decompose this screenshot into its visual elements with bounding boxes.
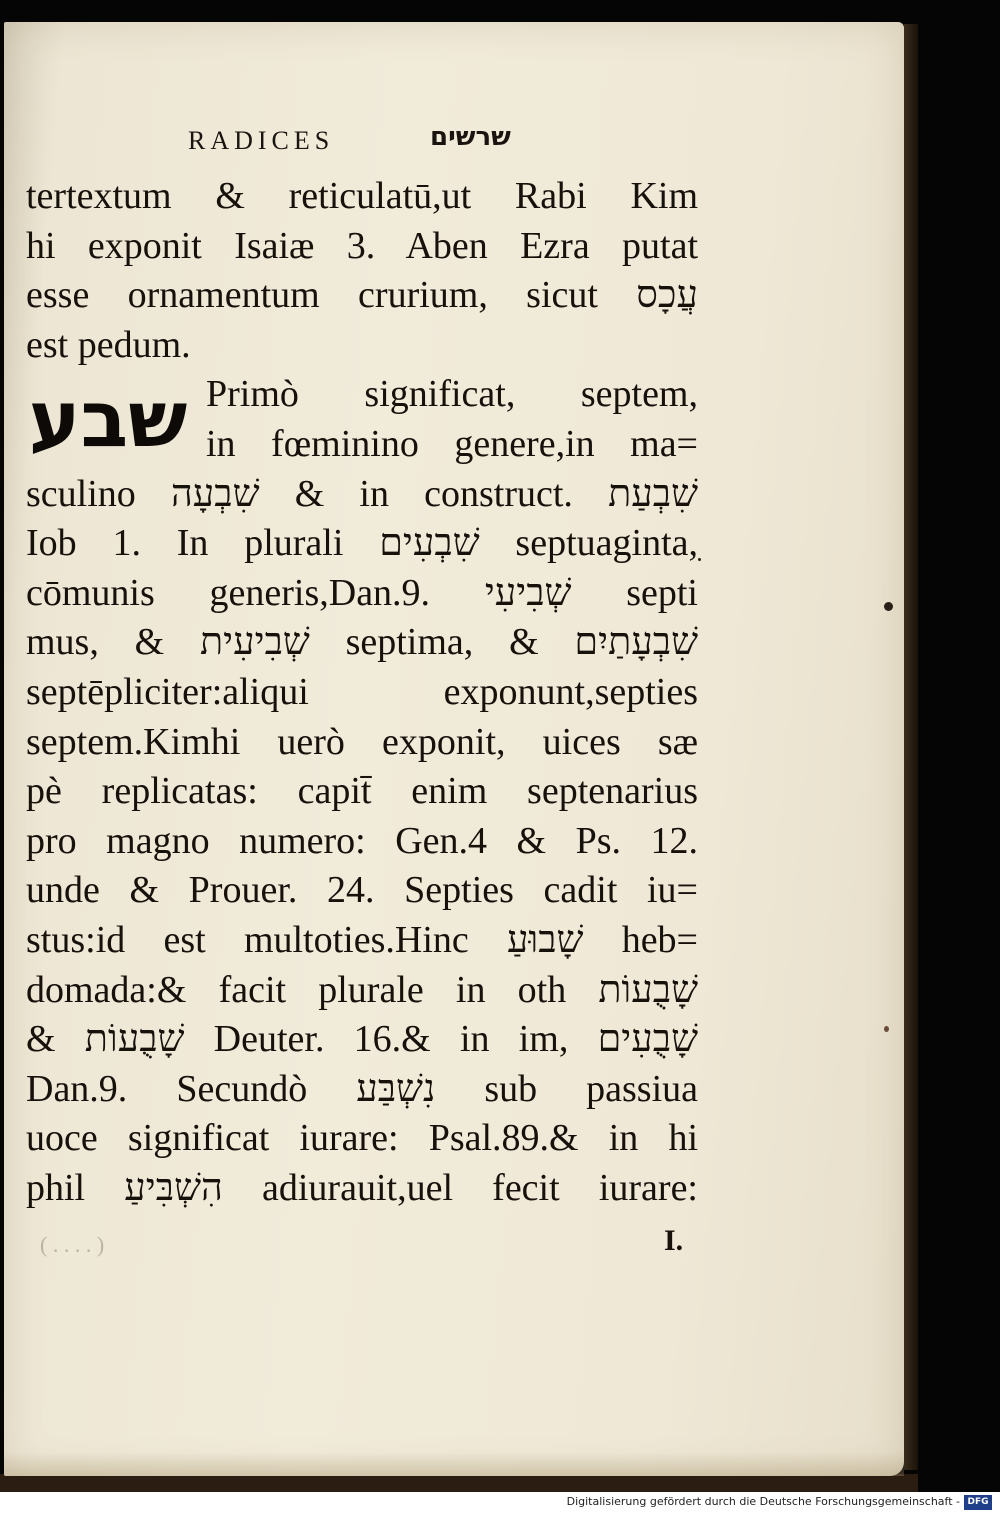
book-edge	[904, 24, 918, 1470]
text-line: est pedum.	[26, 323, 191, 366]
text-line: Iob 1. In plurali שִׁבְעִים septuaginta,	[26, 522, 698, 565]
text-line: cōmunis generis,Dan.9. שְׁבִיעִי septi	[26, 571, 698, 614]
body-text	[26, 172, 698, 1213]
text-line: hi exponit Isaiæ 3. Aben Ezra putat	[26, 224, 698, 267]
running-head: RADICES	[188, 126, 335, 155]
text-line: sculino שִׁבְעָה & in construct. שִׁבְעַת	[26, 472, 698, 515]
ink-spot	[698, 558, 701, 561]
ink-spot	[884, 1026, 889, 1032]
text-line: septem.Kimhi uerò exponit, uices sæ	[26, 720, 698, 763]
text-line: pè replicatas: capit̄ enim septenarius	[26, 770, 698, 813]
running-head-hebrew: שרשים	[430, 122, 511, 152]
footer-bar	[0, 1492, 1000, 1514]
text-line: Primò significat, septem,	[206, 373, 698, 416]
text-line: uoce significat iurare: Psal.89.& in hi	[26, 1117, 698, 1160]
text-line: esse ornamentum crurium, sicut עֲכָס	[26, 274, 698, 317]
text-line: unde & Prouer. 24. Septies cadit iu=	[26, 869, 698, 912]
book-page	[4, 22, 904, 1476]
text-line: septēpliciter:aliqui exponunt,septies	[26, 670, 698, 713]
ink-spot	[884, 602, 893, 611]
text-line: in fœminino genere,in ma=	[206, 422, 698, 465]
text-line: & שָׁבֻעוֹת Deuter. 16.& in im, שָׁבֻעִים	[26, 1018, 698, 1061]
dfg-logo: DFG	[964, 1495, 992, 1510]
text-line: stus:id est multoties.Hinc שָׁבוּעַ heb=	[26, 918, 698, 961]
catchword: I.	[664, 1224, 684, 1257]
hebrew-drop-initial: שבע	[28, 375, 188, 465]
book-bottom-edge	[0, 1474, 918, 1492]
text-line: mus, & שְׁבִיעִית septima, & שִׁבְעָתַיִם	[26, 621, 698, 664]
text-line: domada:& facit plurale in oth שָׁבֻעוֹת	[26, 968, 698, 1011]
digitization-credit: Digitalisierung gefördert durch die Deutsche Forschungsgemeinschaft -	[566, 1495, 960, 1508]
text-line: Dan.9. Secundò נִשְׁבַּע sub passiua	[26, 1067, 698, 1110]
text-line: phil הִשְׁבִּיעַ adiurauit,uel fecit iurare:	[26, 1166, 698, 1209]
text-line: tertextum & reticulatū,ut Rabi Kim	[26, 175, 698, 217]
page-header	[4, 122, 904, 166]
text-line: pro magno numero: Gen.4 & Ps. 12.	[26, 819, 698, 862]
show-through-mark: ( . . . . )	[40, 1232, 105, 1257]
